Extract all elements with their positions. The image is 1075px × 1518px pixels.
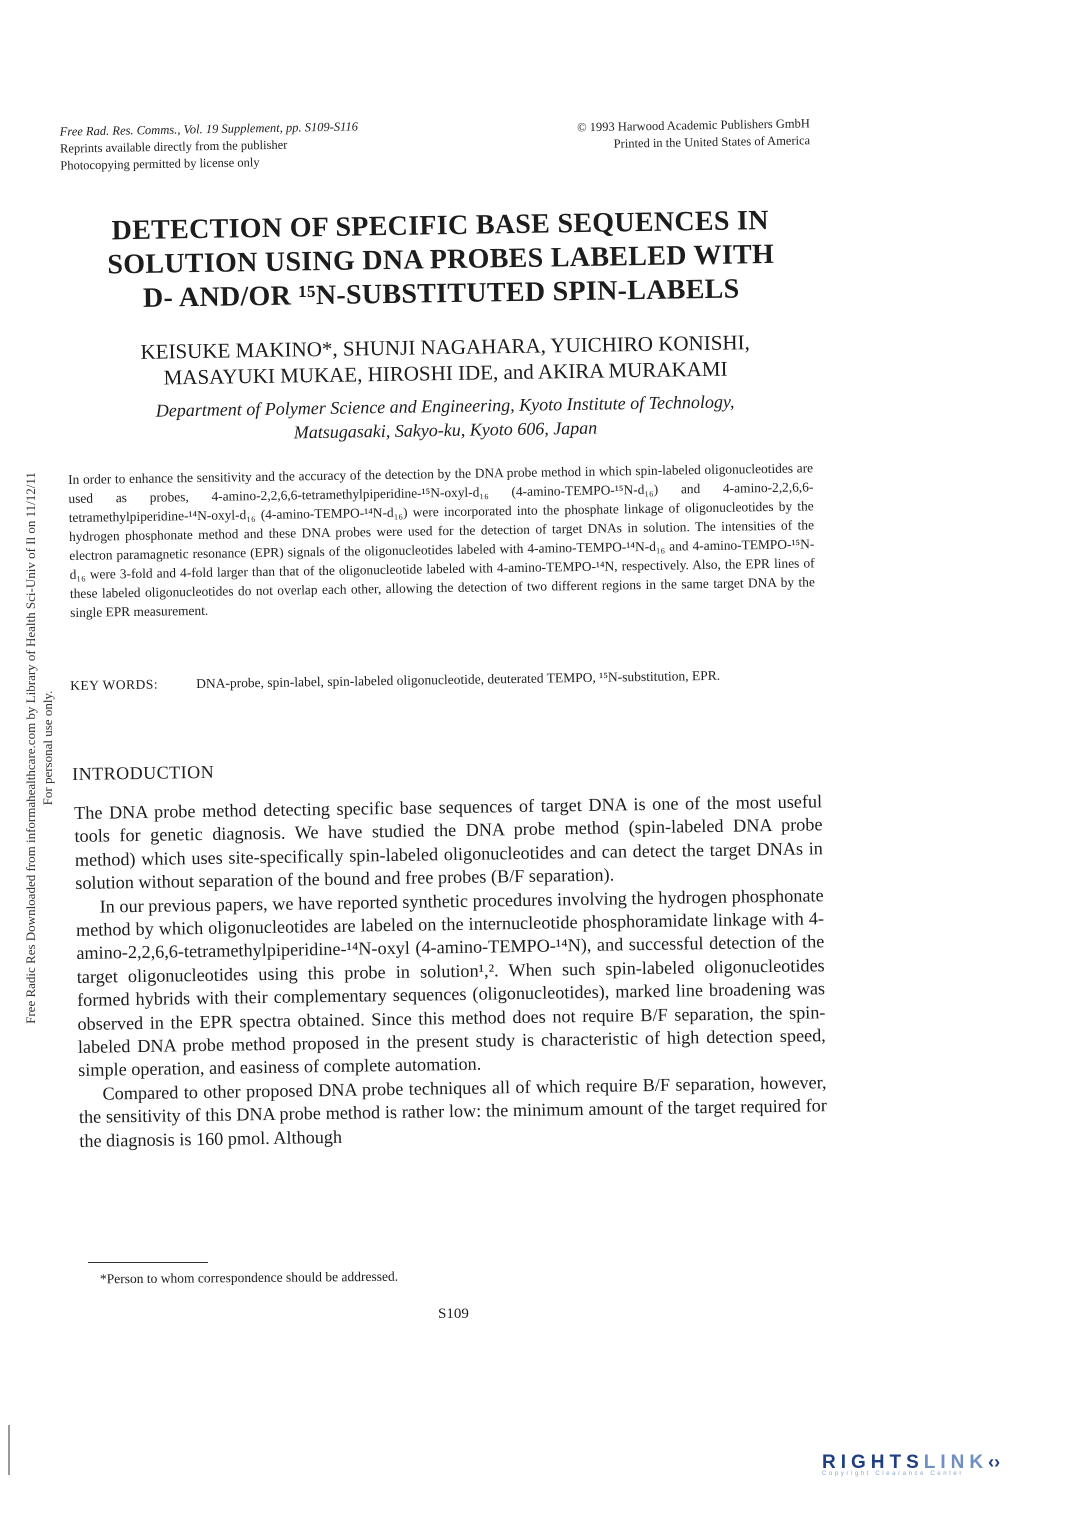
reprints-line: Reprints available directly from the publisher	[59, 137, 288, 156]
affiliation-line-1: Department of Polymer Science and Engineering, Kyoto Institute of Technology,	[155, 391, 735, 421]
paragraph: The DNA probe method detecting specific base sequences of target DNA is one of the most useful tools for genetic diagnosis. We have studied the DNA probe method (spin-labeled DNA probe method) which uses site-specifically spin-labeled oligonucleotides and can detect the target DNAs in solution without separation of the bound and free probes (B/F separation).	[74, 791, 823, 894]
footnote-divider	[88, 1262, 208, 1263]
authors-line-2: MASAYUKI MUKAE, HIROSHI IDE, and AKIRA MURAKAMI	[163, 356, 728, 390]
footnote: *Person to whom correspondence should be addressed.	[99, 1268, 399, 1287]
paragraph: Compared to other proposed DNA probe techniques all of which require B/F separation, however, the sensitivity of this DNA probe method is rather low: the minimum amount of the target required for the diagnosis is 160 pmol. Although	[78, 1072, 828, 1151]
rightslink-subtitle: Copyright Clearance Center	[822, 1471, 964, 1477]
section-heading-introduction: INTRODUCTION	[72, 761, 215, 784]
citation-line: Free Rad. Res. Comms., Vol. 19 Supplement, pp. S109-S116	[59, 119, 359, 139]
author-list	[65, 328, 826, 392]
title-line-3: D- AND/OR ¹⁵N-SUBSTITUTED SPIN-LABELS	[142, 273, 740, 314]
affiliation-line-2: Matsugasaki, Sakyo-ku, Kyoto 606, Japan	[293, 417, 598, 443]
paper-title	[70, 203, 812, 317]
authors-line-1: KEISUKE MAKINO*, SHUNJI NAGAHARA, YUICHIRO KONISHI,	[140, 330, 750, 364]
copyright-notice	[500, 115, 811, 154]
photocopy-line: Photocopying permitted by license only	[60, 155, 260, 173]
rightslink-link: LINK	[923, 1452, 989, 1473]
journal-citation	[60, 116, 481, 174]
rightslink-chevron-icon: ‹›	[988, 1452, 1001, 1472]
printed-line: Printed in the United States of America	[613, 133, 811, 151]
title-line-2: SOLUTION USING DNA PROBES LABELED WITH	[107, 238, 775, 281]
keywords-label: KEY WORDS:	[70, 676, 159, 693]
page-number: S109	[438, 1306, 469, 1322]
introduction-body	[74, 790, 827, 1153]
keywords	[70, 664, 820, 695]
download-watermark	[22, 388, 56, 1108]
rightslink-rights: RIGHTS	[822, 1452, 924, 1473]
rightslink-logo[interactable]	[822, 1452, 1062, 1492]
watermark-line-2: For personal use only.	[40, 690, 55, 806]
watermark-line-1: Free Radic Res Downloaded from informahealthcare.com by Library of Health Sci-Univ of Il on 11/12/11	[23, 472, 38, 1024]
title-line-1: DETECTION OF SPECIFIC BASE SEQUENCES IN	[111, 205, 769, 247]
abstract: In order to enhance the sensitivity and the accuracy of the detection by the DNA probe method in which spin-labeled oligonucleotides are used as probes, 4-amino-2,2,6,6-tetramethylpiperidine-¹⁵N-oxyl-d₁₆ (4-amino-TEMPO-¹⁵N-d₁₆) and 4-amino-2,2,6,6-tetramethylpiperidine-¹⁴N-oxyl-d₁₆ (4-amino-TEMPO-¹⁴N-d₁₆) were incorporated into the phosphate linkage of oligonucleotides by the hydrogen phosphonate method and these DNA probes were used for the detection of target DNAs in solution. The intensities of the electron paramagnetic resonance (EPR) signals of the oligonucleotides labeled with 4-amino-TEMPO-¹⁴N-d₁₆ and 4-amino-TEMPO-¹⁵N-d₁₆ were 3-fold and 4-fold larger than that of the oligonucleotide labeled with 4-amino-TEMPO-¹⁴N, respectively. Also, the EPR lines of these labeled oligonucleotides do not overlap each other, allowing the detection of two different regions in the same target DNA by the single EPR measurement.	[68, 460, 815, 620]
keywords-text: DNA-probe, spin-label, spin-labeled oligonucleotide, deuterated TEMPO, ¹⁵N-substitution, EPR.	[196, 667, 721, 692]
copyright-line: © 1993 Harwood Academic Publishers GmbH	[576, 116, 810, 135]
scan-artifact	[8, 1425, 10, 1475]
affiliation	[65, 388, 826, 448]
paragraph: In our previous papers, we have reported synthetic procedures involving the hydrogen phosphonate method by which oligonucleotides are labeled on the internucleotide phosphoramidate linkage with 4-amino-2,2,6,6-tetramethylpiperidine-¹⁴N-oxyl (4-amino-TEMPO-¹⁴N), and successful detection of the target oligonucleotides using this probe in solution¹,². When such spin-labeled oligonucleotides formed hybrids with their complementary sequences (oligonucleotides), marked line broadening was observed in the EPR spectra obtained. Since this method does not require B/F separation, the spin-labeled DNA probe method proposed in the present study is characteristic of high detection speed, simple operation, and easiness of complete automation.	[75, 884, 826, 1081]
